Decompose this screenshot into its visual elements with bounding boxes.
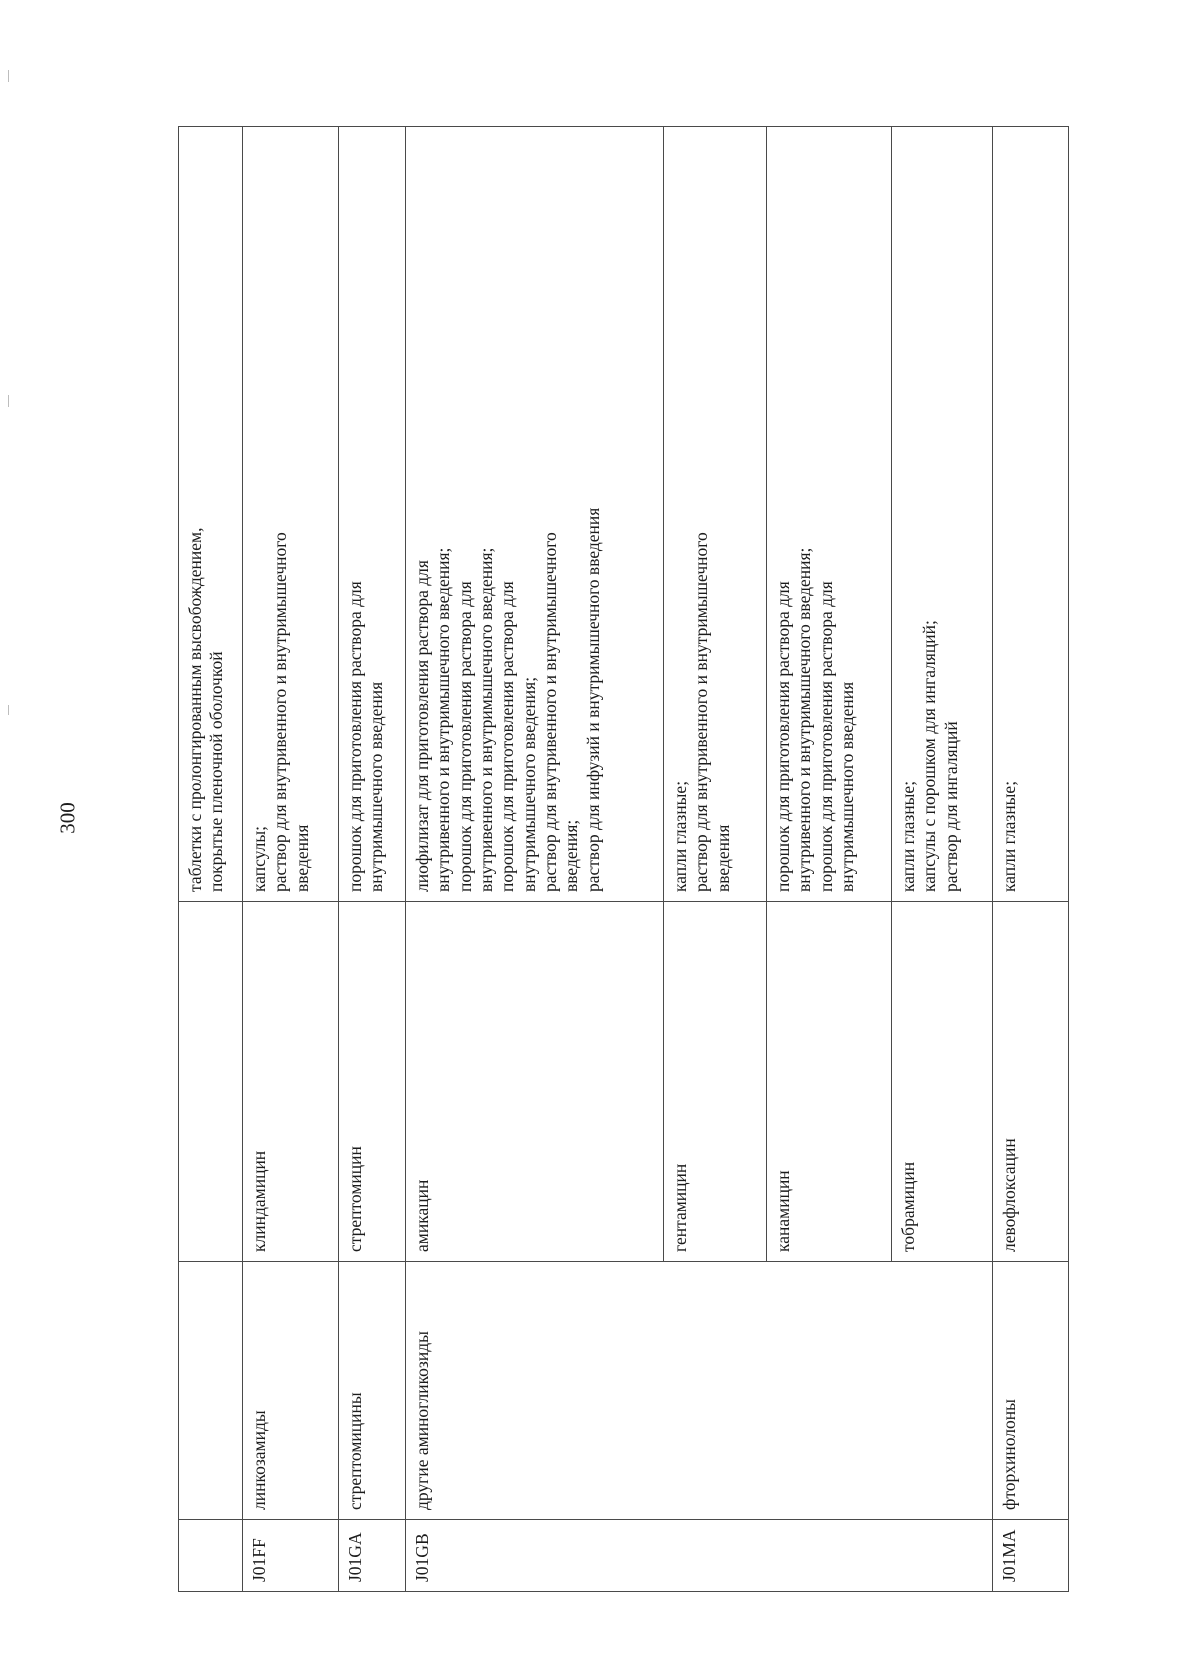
atc-code-cell: J01MA [993, 1520, 1069, 1592]
dosage-form-line: лиофилизат для приготовления раствора для [412, 560, 432, 892]
dosage-form-line: капсулы; [249, 825, 269, 892]
atc-code-cell: J01FF [243, 1520, 339, 1592]
table-row [179, 127, 243, 1592]
dosage-forms-cell [406, 127, 664, 902]
drug-name-cell: канамицин [767, 902, 892, 1262]
dosage-form-line: порошок для приготовления раствора для [773, 581, 793, 892]
dosage-form-line: раствор для внутривенного и внутримышечного [691, 532, 712, 892]
scan-edge-mark-top [8, 70, 9, 82]
group-cell [179, 1262, 243, 1520]
page-number: 300 [55, 802, 80, 834]
group-cell: другие аминогликозиды [406, 1262, 993, 1520]
atc-code-cell: J01GA [339, 1520, 406, 1592]
table-row [993, 127, 1069, 1592]
dosage-forms-cell [339, 127, 406, 902]
dosage-form-line: внутримышечного введения [837, 681, 858, 892]
dosage-form-line: внутримышечного введения [366, 681, 387, 892]
dosage-form-line: внутривенного и внутримышечного введения; [794, 547, 815, 892]
table-row [339, 127, 406, 1592]
dosage-form-line: порошок для приготовления раствора для [345, 581, 365, 892]
scan-edge-mark-middle [8, 395, 9, 407]
dosage-form-line: введения [712, 824, 733, 892]
dosage-form-line: раствор для внутривенного и внутримышечного [270, 532, 291, 892]
dosage-forms-cell [767, 127, 892, 902]
drug-name-cell: левофлоксацин [993, 902, 1069, 1262]
dosage-form-line: введения [291, 824, 312, 892]
dosage-form-line: внутривенного и внутримышечного введения; [433, 547, 454, 892]
dosage-form-line: раствор для ингаляций [940, 721, 961, 892]
dosage-form-line: покрытые пленочной оболочкой [206, 651, 227, 892]
table-row [406, 127, 664, 1592]
dosage-form-line: внутривенного и внутримышечного введения; [476, 547, 497, 892]
group-cell: линкозамиды [243, 1262, 339, 1520]
dosage-form-line: порошок для приготовления раствора для [454, 581, 475, 892]
scan-edge-mark-lower [8, 705, 9, 715]
dosage-forms-cell [664, 127, 767, 902]
drug-name-cell [179, 902, 243, 1262]
dosage-form-line: раствор для инфузий и внутримышечного введения [582, 507, 603, 892]
dosage-forms-cell [243, 127, 339, 902]
dosage-form-line: капли глазные; [898, 780, 918, 892]
dosage-form-line: порошок для приготовления раствора для [815, 581, 836, 892]
dosage-forms-cell [993, 127, 1069, 902]
drug-name-cell: стрептомицин [339, 902, 406, 1262]
dosage-form-line: таблетки с пролонгированным высвобождением, [185, 527, 205, 892]
drug-name-cell: клиндамицин [243, 902, 339, 1262]
group-cell: фторхинолоны [993, 1262, 1069, 1520]
drug-name-cell: гентамицин [664, 902, 767, 1262]
rotated-table-frame [178, 127, 1068, 1592]
dosage-form-line: капли глазные; [670, 780, 690, 892]
dosage-form-line: порошок для приготовления раствора для [497, 581, 518, 892]
dosage-form-line: раствор для внутривенного и внутримышечного [540, 532, 561, 892]
atc-code-cell [179, 1520, 243, 1592]
drug-name-cell: амикацин [406, 902, 664, 1262]
group-cell: стрептомицины [339, 1262, 406, 1520]
dosage-form-line: капли глазные; [999, 780, 1019, 892]
drug-name-cell: тобрамицин [892, 902, 993, 1262]
dosage-forms-cell [892, 127, 993, 902]
atc-code-cell: J01GB [406, 1520, 993, 1592]
table-row [243, 127, 339, 1592]
dosage-forms-cell [179, 127, 243, 902]
dosage-form-line: капсулы с порошком для ингаляций; [919, 620, 940, 892]
drug-table [178, 126, 1069, 1592]
dosage-form-line: введения; [561, 819, 582, 892]
dosage-form-line: внутримышечного введения; [518, 676, 539, 892]
